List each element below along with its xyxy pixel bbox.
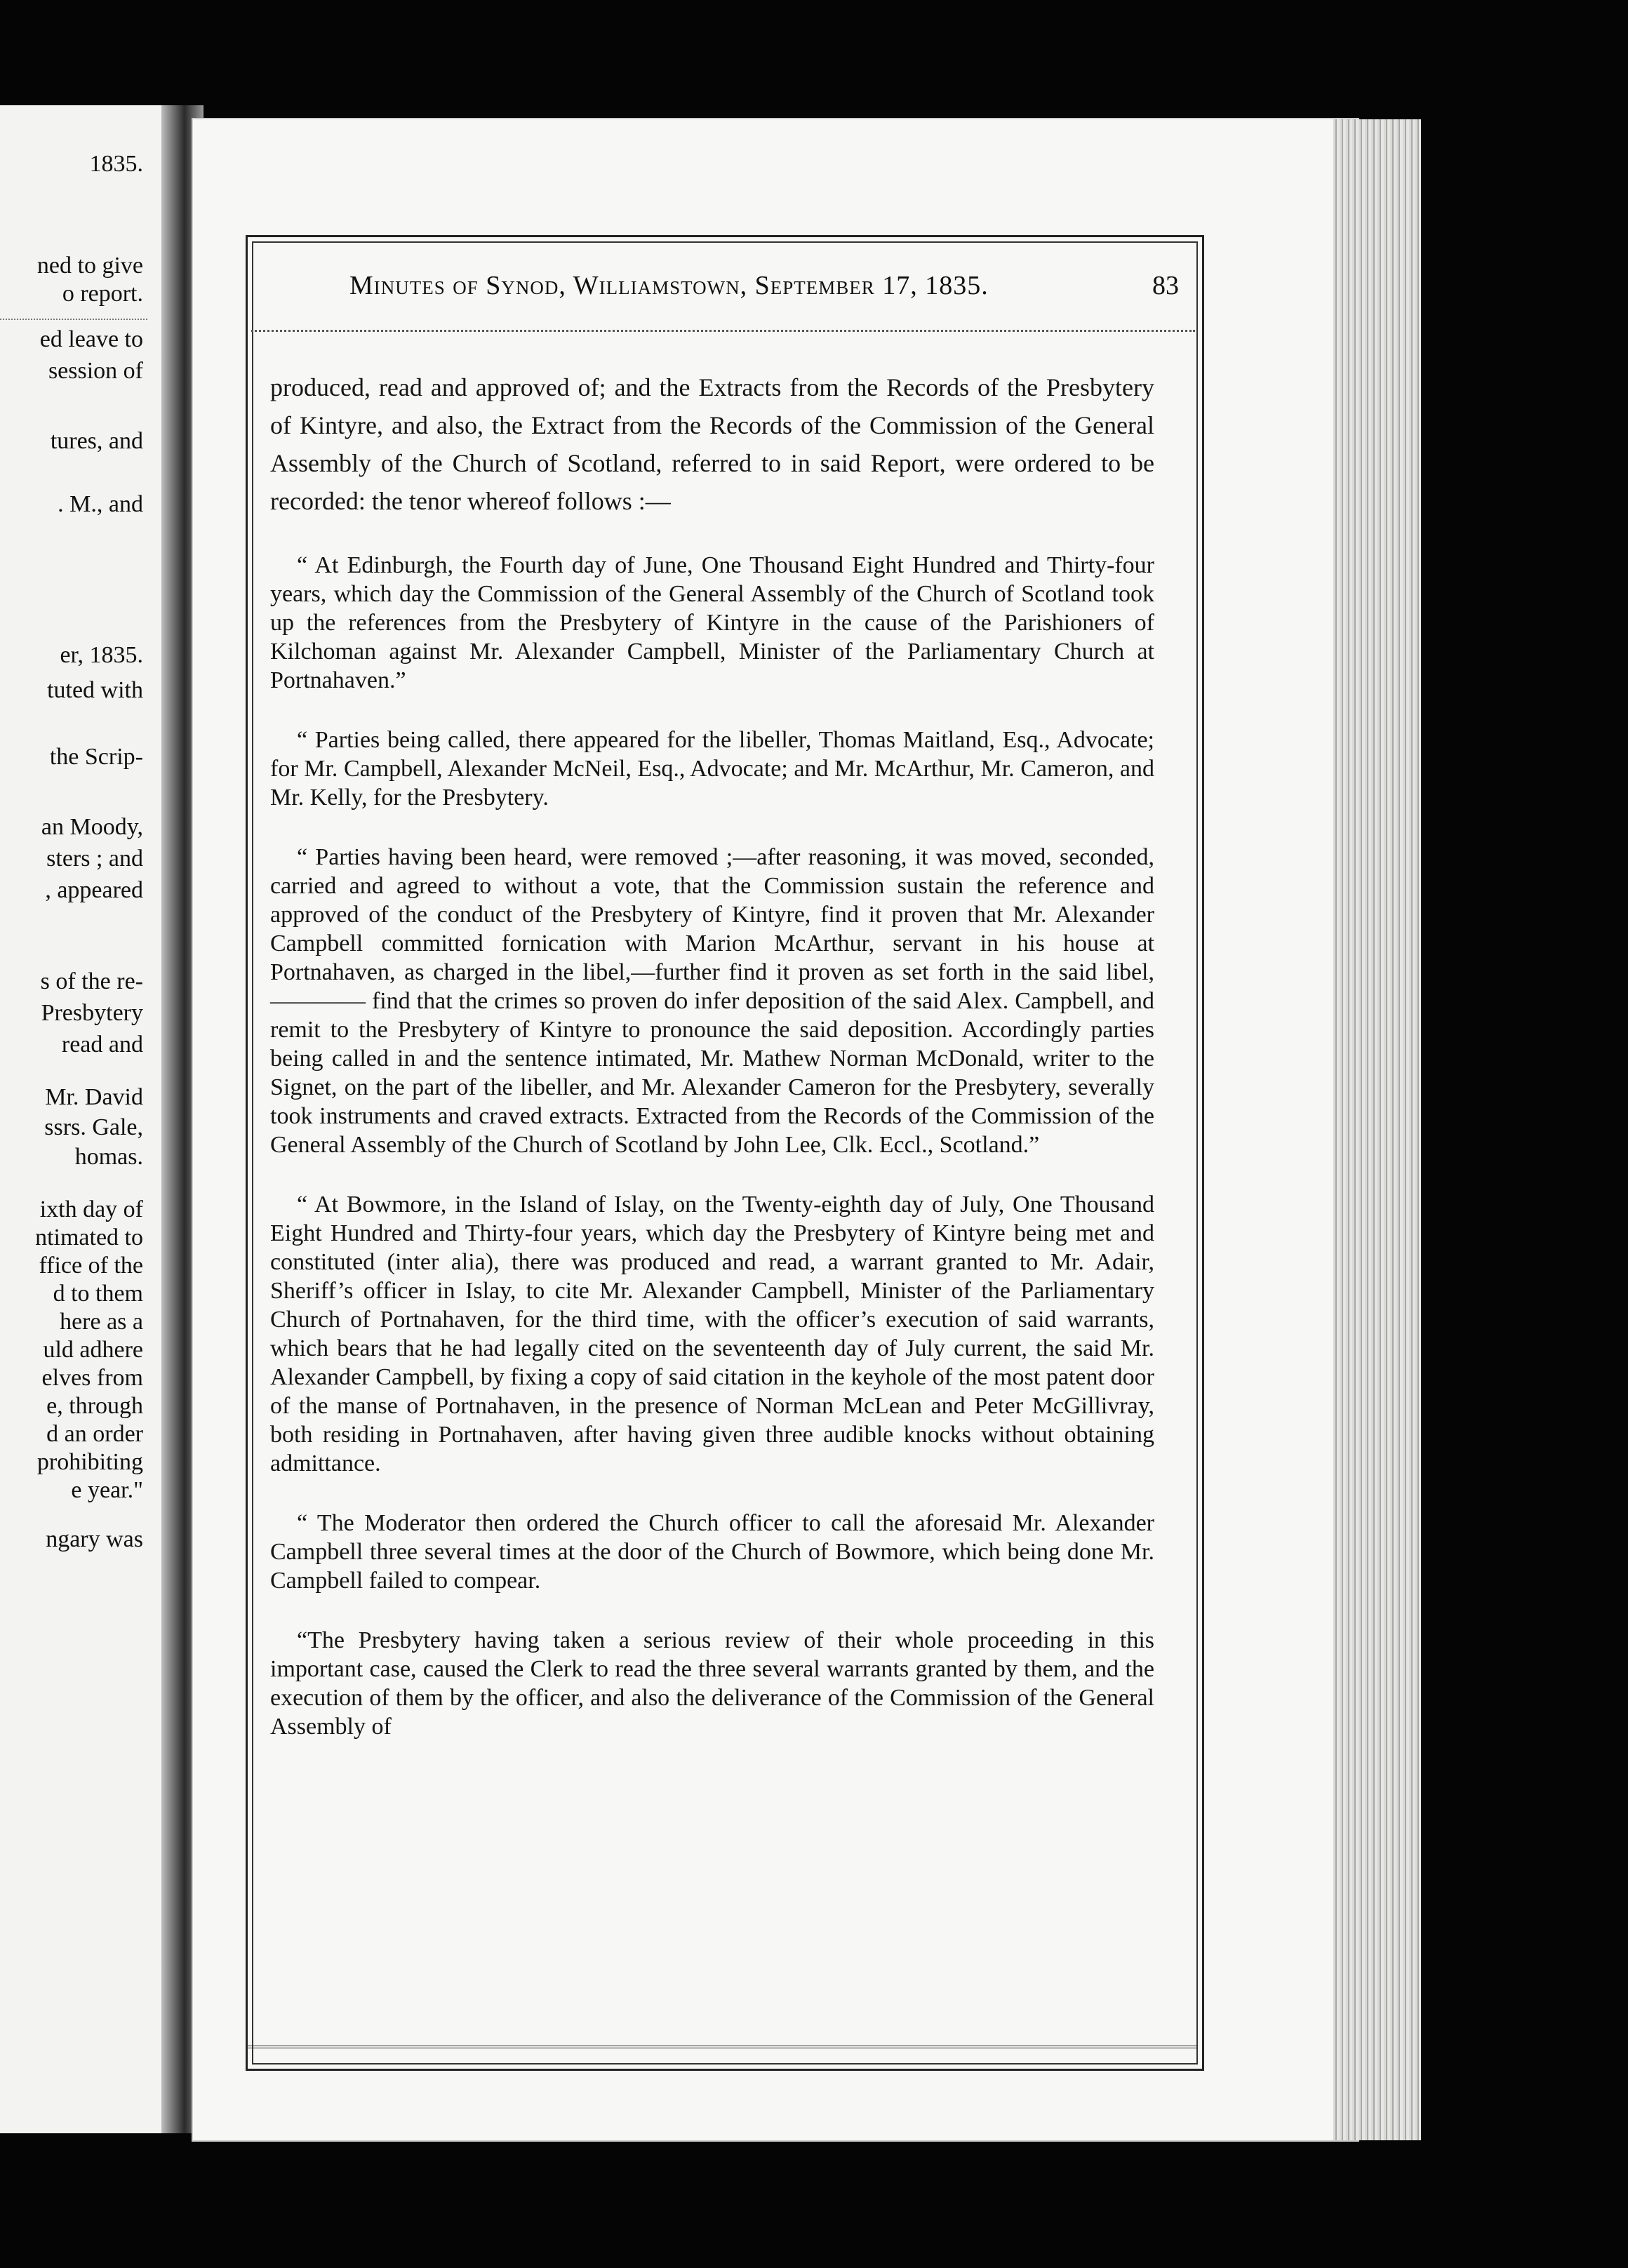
left-page-line: s of the re- — [40, 968, 143, 994]
left-page-line: ntimated to — [35, 1225, 143, 1250]
left-page-line: ixth day of — [39, 1196, 143, 1222]
left-page-line: the Scrip- — [49, 744, 143, 770]
quote-paragraph-parties-called: “ Parties being called, there appeared for the libeller, Thomas Maitland, Esq., Advocate; for Mr. Campbell, Alexander McNeil, Esq., Advocate; and Mr. McArthur, Mr. Cameron, and Mr. Kelly, for the Presbytery. — [270, 727, 1154, 811]
left-page-line: ned to give — [36, 253, 143, 279]
left-page-line: 1835. — [89, 151, 143, 177]
left-page-line: sters ; and — [46, 846, 143, 872]
quote-paragraph-bowmore: “ At Bowmore, in the Island of Islay, on the Twenty-eighth day of July, One Thousand Eight Hundred and Thirty-four years, which day the Presbytery of Kintyre being met and constituted (inter alia), there was produced and read, a warrant granted to Mr. Adair, Sheriff’s officer in Islay, to cite Mr. Alexander Campbell, Minister of the Parliamentary Church of Portnahaven, for the third time, with the officer’s execution of said warrants, which bears that he had legally cited on the seventeenth day of July current, the said Mr. Alexander Campbell, by fixing a copy of said citation in the keyhole of the most patent door of the manse of Portnahaven, in the presence of Norman McLean and Peter McGillivray, both residing in Portnahaven, after having given three audible knocks without obtaining admittance. — [270, 1192, 1154, 1476]
left-page-line: , appeared — [45, 877, 143, 903]
left-page-line: o report. — [62, 281, 143, 307]
left-page-line: er, 1835. — [60, 642, 143, 668]
left-page-line: uld adhere — [43, 1337, 143, 1363]
left-page-header-rule — [0, 319, 147, 320]
left-page-line: elves from — [41, 1365, 143, 1391]
footer-rule — [247, 2046, 1198, 2048]
left-page-line: read and — [61, 1032, 143, 1058]
left-page-line: tuted with — [47, 677, 143, 703]
quote-paragraph-presbytery-review: “The Presbytery having taken a serious review of their whole proceeding in this important case, caused the Clerk to read the three several warrants granted by them, and the execution of them by the officer, and also the deliverance of the Commission of the General Assembly of — [270, 1627, 1154, 1740]
page-number: 83 — [1152, 271, 1179, 300]
left-page-line: here as a — [60, 1309, 143, 1335]
running-header — [246, 270, 1179, 312]
left-page-line: prohibiting — [36, 1449, 143, 1475]
left-page-line: an Moody, — [41, 814, 143, 840]
quote-paragraph-moderator: “ The Moderator then ordered the Church officer to call the aforesaid Mr. Alexander Campbell three several times at the door of the Church of Bowmore, which being done Mr. Campbell failed to compear. — [270, 1510, 1154, 1594]
running-title: Minutes of Synod, Williamstown, September 17, 1835. — [349, 271, 989, 300]
left-page-line: ffice of the — [39, 1253, 143, 1279]
left-page-line: tures, and — [50, 428, 143, 454]
left-page-line: ssrs. Gale, — [44, 1114, 143, 1140]
left-page-line: d to them — [53, 1281, 143, 1307]
left-page-line: e, through — [46, 1393, 143, 1419]
previous-page-fragment — [0, 105, 161, 2133]
left-page-line: ed leave to — [39, 326, 143, 352]
page-edges — [1333, 119, 1421, 2140]
left-page-line: d an order — [46, 1421, 143, 1447]
left-page-line: homas. — [74, 1144, 143, 1170]
header-rule — [251, 330, 1195, 332]
paragraph-intro: produced, read and approved of; and the Extracts from the Records of the Presbytery of Kintyre, and also, the Extract from the Records of the Commission of the General Assembly of the Church of Scotland, referred to in said Report, were ordered to be recorded: the tenor whereof follows :— — [270, 373, 1154, 515]
left-page-line: ngary was — [46, 1526, 143, 1552]
left-page-line: e year." — [71, 1477, 143, 1503]
left-page-line: Presbytery — [41, 1000, 143, 1026]
left-page-line: Mr. David — [45, 1084, 143, 1110]
left-page-line: session of — [48, 358, 143, 384]
left-page-line: . M., and — [58, 491, 143, 517]
quote-paragraph-parties-heard: “ Parties having been heard, were removed ;—after reasoning, it was moved, seconded, carried and agreed to without a vote, that the Commission sustain the reference and approved of the conduct of the Presbytery of Kintyre, find it proven that Mr. Alexander Campbell committed fornication with Marion McArthur, servant in his house at Portnahaven, as charged in the libel,—further find it proven as set forth in the said libel, ———— find that the crimes so proven do infer deposition of the said Alex. Campbell, and remit to the Presbytery of Kintyre to pronounce the said deposition. Accordingly parties being called in and the sentence intimated, Mr. Mathew Norman McDonald, writer to the Signet, on the part of the libeller, and Mr. Alexander Cameron for the Presbytery, severally took instruments and craved extracts. Extracted from the Records of the Commission of the General Assembly of the Church of Scotland by John Lee, Clk. Eccl., Scotland.” — [270, 844, 1154, 1158]
page-body — [270, 368, 1154, 1741]
quote-paragraph-edinburgh: “ At Edinburgh, the Fourth day of June, One Thousand Eight Hundred and Thirty-four years, which day the Commission of the General Assembly of the Church of Scotland took up the references from the Presbytery of Kintyre in the cause of the Parishioners of Kilchoman against Mr. Alexander Campbell, Minister of the Parliamentary Church at Portnahaven.” — [270, 552, 1154, 693]
